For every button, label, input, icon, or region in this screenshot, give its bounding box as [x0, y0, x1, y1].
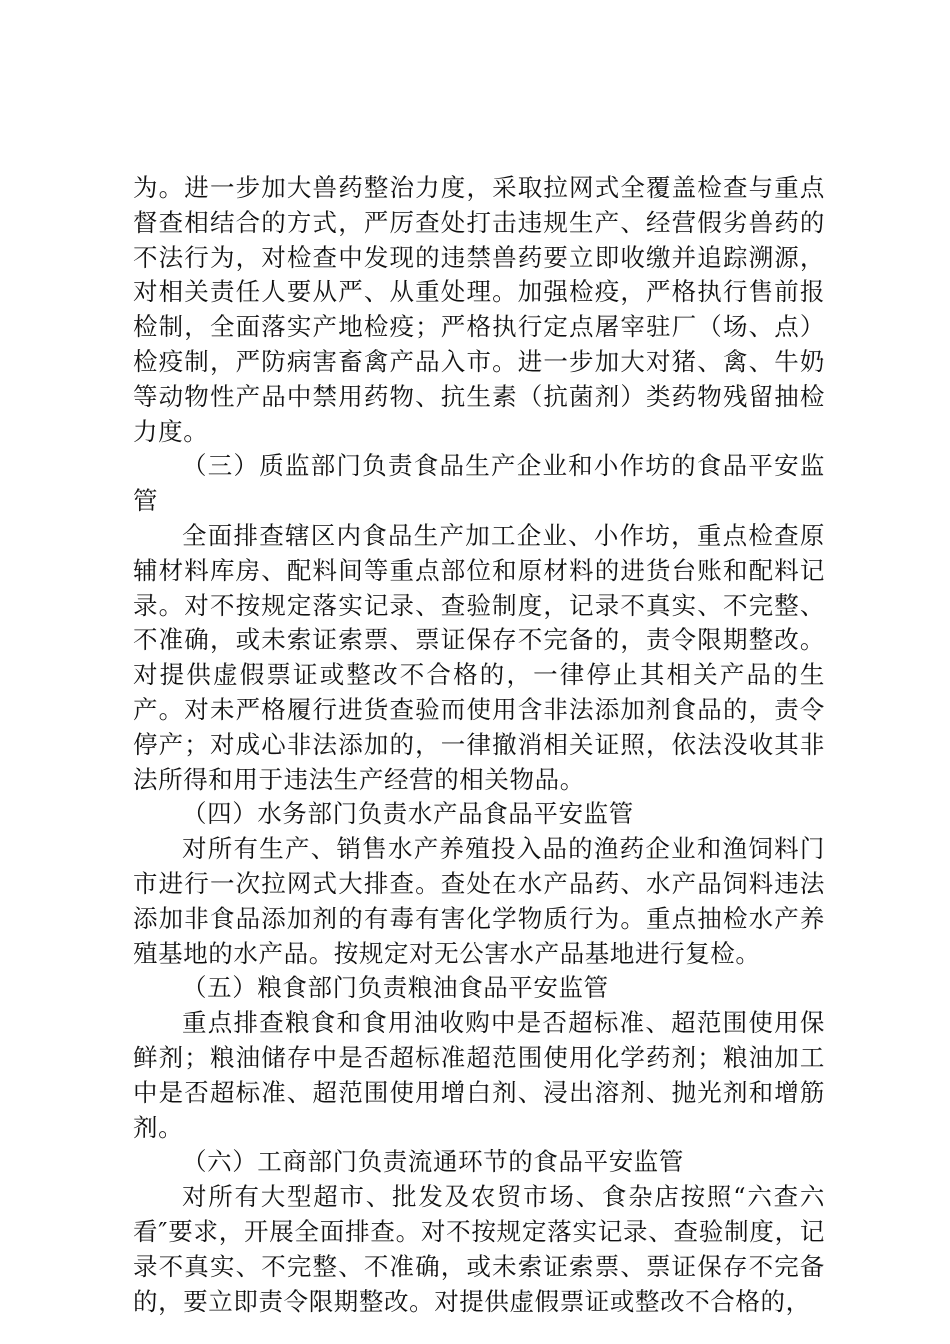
paragraph-continued: 为。进一步加大兽药整治力度，采取拉网式全覆盖检查与重点督查相结合的方式，严厉查处打击违规生产、经营假劣兽药的不法行为，对检查中发现的违禁兽药要立即收缴并追踪溯源，对相关责任人要从严、从重处理。加强检疫，严格执行售前报检制，全面落实产地检疫；严格执行定点屠宰驻厂（场、点）检疫制，严防病害畜禽产品入市。进一步加大对猪、禽、牛奶等动物性产品中禁用药物、抗生素（抗菌剂）类药物残留抽检力度。 — [133, 173, 825, 446]
paragraph: 重点排查粮食和食用油收购中是否超标准、超范围使用保鲜剂；粮油储存中是否超标准超范围使用化学药剂；粮油加工中是否超标准、超范围使用增白剂、浸出溶剂、抛光剂和增筋剂。 — [133, 1008, 825, 1142]
section-heading-4: （四）水务部门负责水产品食品平安监管 — [182, 799, 634, 829]
document-body — [133, 171, 825, 1319]
paragraph: 全面排查辖区内食品生产加工企业、小作坊，重点检查原辅材料库房、配料间等重点部位和原材料的进货台账和配料记录。对不按规定落实记录、查验制度，记录不真实、不完整、不准确，或未索证索票、票证保存不完备的，责令限期整改。对提供虚假票证或整改不合格的，一律停止其相关产品的生产。对未严格履行进货查验而使用含非法添加剂食品的，责令停产；对成心非法添加的，一律撤消相关证照，依法没收其非法所得和用于违法生产经营的相关物品。 — [133, 520, 825, 794]
paragraph: 对所有大型超市、批发及农贸市场、食杂店按照“六查六看″要求，开展全面排查。对不按规定落实记录、查验制度，记录不真实、不完整、不准确，或未索证索票、票证保存不完备的，要立即责令限期整改。对提供虚假票证或整改不合格的， — [133, 1182, 825, 1316]
section-heading-3: （三）质监部门负责食品生产企业和小作坊的食品平安监管 — [133, 451, 825, 516]
section-heading-6: （六）工商部门负责流通环节的食品平安监管 — [182, 1147, 684, 1177]
section-heading-5: （五）粮食部门负责粮油食品平安监管 — [182, 973, 609, 1003]
paragraph: 对所有生产、销售水产养殖投入品的渔药企业和渔饲料门市进行一次拉网式大排查。查处在水产品药、水产品饲料违法添加非食品添加剂的有毒有害化学物质行为。重点抽检水产养殖基地的水产品。按规定对无公害水产品基地进行复检。 — [133, 834, 825, 968]
